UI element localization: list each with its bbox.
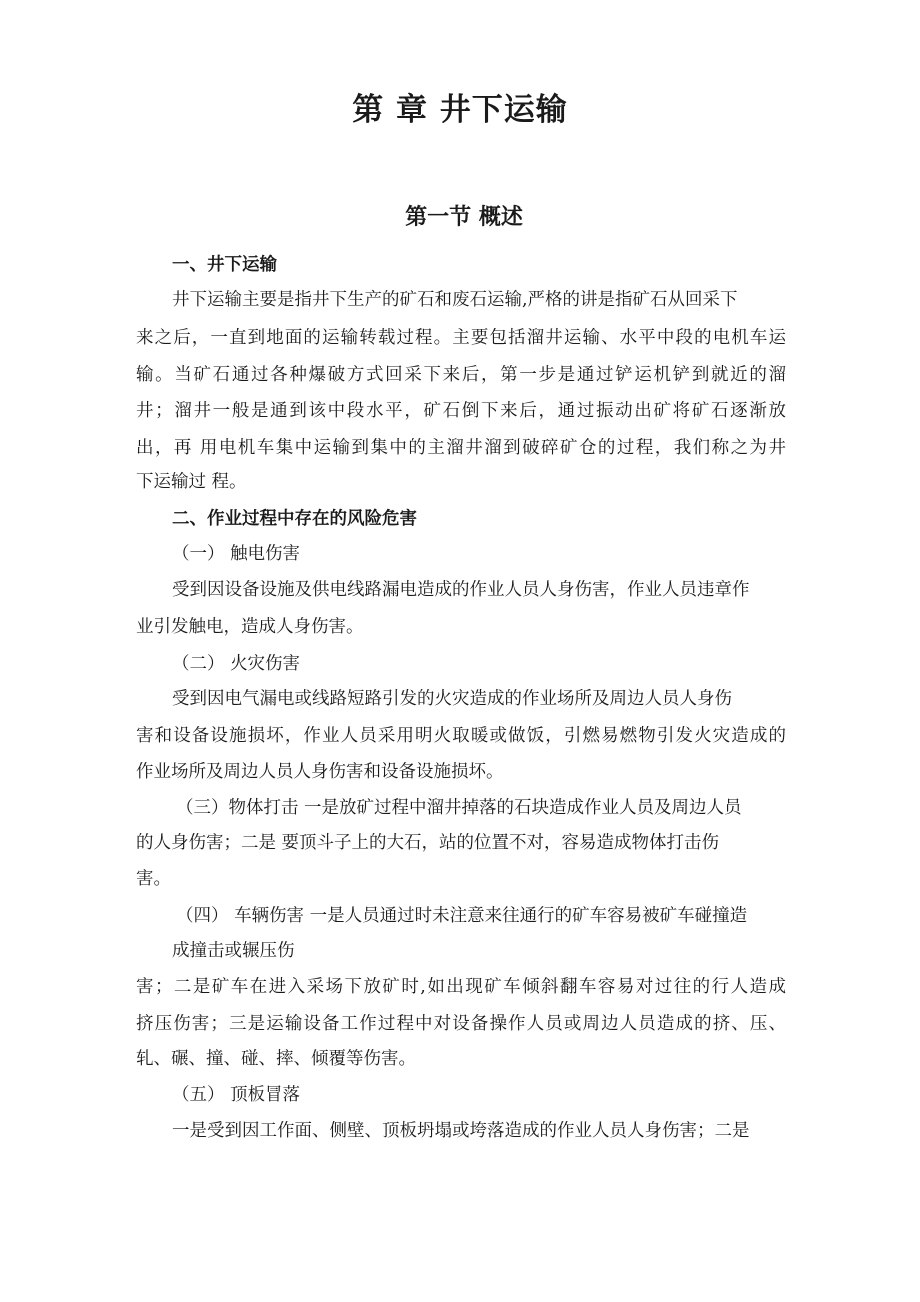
paragraph-line: 输。当矿石通过各种爆破方式回采下来后，第一步是通过铲运机铲到就近的溜 — [136, 365, 786, 385]
paragraph-line: 出，再 用电机车集中运输到集中的主溜井溜到破碎矿仓的过程，我们称之为井 — [136, 438, 786, 458]
paragraph-line: 下运输过 程。 — [136, 472, 247, 492]
paragraph-line: 害；二是矿车在进入采场下放矿时,如出现矿车倾斜翻车容易对过往的行人造成 — [136, 977, 786, 997]
heading-risk-hazards: 二、作业过程中存在的风险危害 — [172, 509, 417, 529]
paragraph-line: 一是受到因工作面、侧壁、顶板坍塌或垮落造成的作业人员人身伤害；二是 — [172, 1121, 750, 1141]
paragraph-line: 井；溜井一般是通到该中段水平，矿石倒下来后，通过振动出矿将矿石逐渐放 — [136, 401, 786, 421]
paragraph-line: 受到因电气漏电或线路短路引发的火灾造成的作业场所及周边人员人身伤 — [172, 689, 732, 709]
paragraph-line: 挤压伤害；三是运输设备工作过程中对设备操作人员或周边人员造成的挤、压、 — [136, 1014, 786, 1034]
paragraph-line: 的人身伤害；二是 要顶斗子上的大石，站的位置不对，容易造成物体打击伤 — [136, 833, 720, 853]
paragraph-line: 井下运输主要是指井下生产的矿石和废石运输,严格的讲是指矿石从回采下 — [172, 290, 738, 310]
paragraph-line: 作业场所及周边人员人身伤害和设备设施损坏。 — [136, 762, 504, 782]
chapter-title: 第 章 井下运输 — [352, 92, 568, 128]
paragraph-line: 受到因设备设施及供电线路漏电造成的作业人员人身伤害，作业人员违章作 — [172, 580, 750, 600]
paragraph-line: 害和设备设施损坏，作业人员采用明火取暖或做饭，引燃易燃物引发火灾造成的 — [136, 726, 786, 746]
heading-underground-transport: 一、井下运输 — [172, 255, 277, 275]
section-title: 第一节 概述 — [405, 205, 523, 230]
paragraph-line: 业引发触电，造成人身伤害。 — [136, 617, 364, 637]
item-title-fire: （二） 火灾伤害 — [172, 654, 301, 674]
paragraph-line: 成撞击或辗压伤 — [172, 941, 295, 961]
paragraph-line: 来之后，一直到地面的运输转载过程。主要包括溜井运输、水平中段的电机车运 — [136, 328, 786, 348]
item-vehicle-injury: （四） 车辆伤害 一是人员通过时未注意来往通行的矿车容易被矿车碰撞造 — [176, 906, 748, 926]
item-title-roof-fall: （五） 顶板冒落 — [172, 1085, 301, 1105]
item-object-strike: （三）物体打击 一是放矿过程中溜井掉落的石块造成作业人员及周边人员 — [176, 798, 742, 818]
paragraph-line: 轧、碾、撞、碰、摔、倾覆等伤害。 — [136, 1049, 416, 1069]
paragraph-line: 害。 — [136, 869, 171, 889]
item-title-electric-shock: （一） 触电伤害 — [172, 544, 301, 564]
